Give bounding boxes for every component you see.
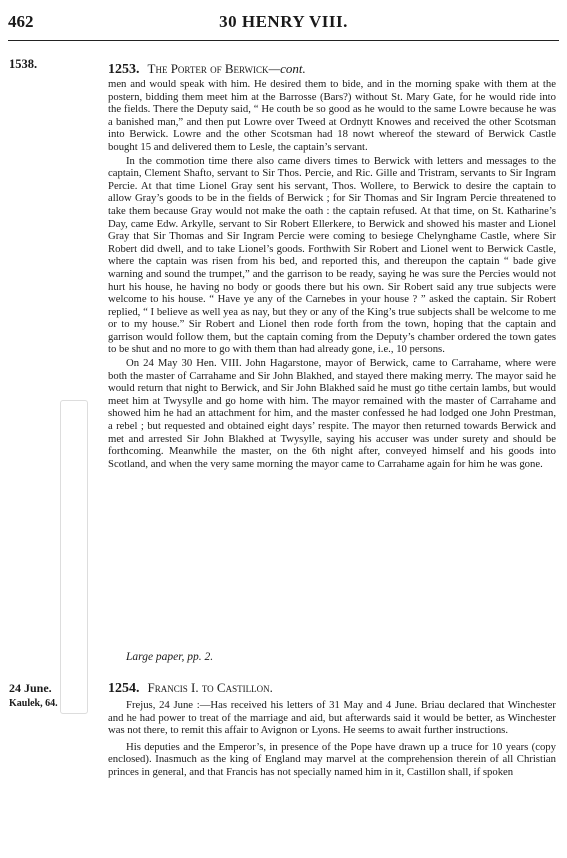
paragraph: Frejus, 24 June :—Has received his letters of 31 May and 4 June. Briau declared that Winchester and he had power to treat of the marriage and aid, but afterwards said it would be better, as Winchester was not there, to remit this affair to Avignon or Lyons. He seems to await further instructions. [108, 699, 556, 737]
paragraph: In the commotion time there also came divers times to Berwick with letters and messages to the captain, Clement Shafto, servant to Sir Thos. Percie, and Ric. Gille and Tristram, servants to Sir Ingram Percie. At that time Lionel Gray sent his servant, Thos. Wollere, to Berwick to desire the captain to allow Gray’s goods to be in the fields of Berwick ; for Sir Thomas and Sir Ingram Percie threatened to take them because Gray would not make the oath : the captain refused. At that time, on St. Katharine’s Day, came Edw. Arkylle, servant to Sir Robert Ellerkere, to Berwick and showed his master and Lionel Gray that Sir Thomas and Sir Ingram Percie were coming to besiege Chelynghame Castle, where Sir Robert did dwell, and to take Lionel’s goods. Forthwith Sir Robert and Lionel went to Berwick Castle, where the captain was risen from his bed, and reported this, and thereupon the captain “ bade give warning and sound the trumpet,” and the garrison to be ready, saying he was sure the Percies would not hurt his house, he having no body or goods there but his own. Sir Robert said any true subjects were welcome to his house. “ Have ye any of the Carnebes in your house ? ” asked the captain. Sir Robert replied, “ I believe as well yea as nay, but they or any of the King’s true subjects shall be welcome to me or to my house.” Sir Robert and Lionel then rode forth from the town, hoping that the captain and garrison would follow them, but the captain coming from the Deputy’s chamber ordered the town gates to be shut and no more to go with them than had already gone, i.e., 10 persons. [108, 154, 556, 356]
page-header [0, 8, 567, 42]
paragraph: men and would speak with him. He desired them to bide, and in the morning spake with them at the postern, bidding them meet him at the Barrosse (Bars?) without St. Mary Gate, for he would ride into the fields. There the Deputy said, “ He couth be so good as he would to the same Lowre because he was a banished man,” and then put Lowre over Tweed at Ordnytt Knowes and received the other Scotsman into Berwick. Lowre and the other Scotsman had 18 nowt whereof the steward of Berwick Castle bought 15 and delivered them to Lesle, the captain’s servant. [108, 78, 556, 153]
running-head: 30 HENRY VIII. [219, 12, 348, 31]
margin-date: 24 June. [9, 681, 52, 695]
entry-number: 1253. [108, 62, 140, 77]
header-rule [8, 40, 559, 41]
margin-source: Kaulek, 64. [9, 698, 58, 709]
margin-year: 1538. [9, 57, 38, 71]
entry-title: The Porter of Berwick [147, 61, 269, 76]
entry-continued: —cont. [268, 61, 306, 76]
entry-1253-note: Large paper, pp. 2. [126, 651, 214, 663]
entry-1254-heading [108, 680, 273, 697]
paragraph: On 24 May 30 Hen. VIII. John Hagarstone, mayor of Berwick, came to Carrahame, where were both the master of Carrahame and Sir John Blakhed, and stayed there making merry. The mayor said he would return that night to Berwick, and Sir John Blakhed said he must go tithe certain lambs, but would meet him at Twysylle and go home with him. The mayor remained with the master of Carrahame and showed him he had an attachment for him, and the master confessed he had lodged one John Prestman, a rebel ; but requested and obtained eight days’ respite. The mayor then returned towards Berwick and met and arrested Sir John Blakhed at Twysylle, saying his accuser was under surety and should be forthcoming. Meanwhile the master, on the 6th night after, conveyed himself and his goods into Scotland, and when the very same morning the mayor came to Carrahame again for him he was gone. [108, 357, 556, 470]
entry-1253-heading [108, 61, 306, 78]
entry-1253-body [108, 78, 556, 470]
entry-title: Francis I. to Castillon. [147, 680, 273, 695]
page-number: 462 [8, 12, 34, 31]
entry-number: 1254. [108, 681, 140, 696]
entry-1254-body [108, 699, 556, 779]
paragraph: His deputies and the Emperor’s, in presence of the Pope have drawn up a truce for 10 years (copy enclosed). Inasmuch as the king of England may marvel at the comprehension therein of all Christian princes in general, and that Francis has not specially named him in it, Castillon shall, if spoken [108, 740, 556, 778]
library-stamp [60, 400, 88, 714]
